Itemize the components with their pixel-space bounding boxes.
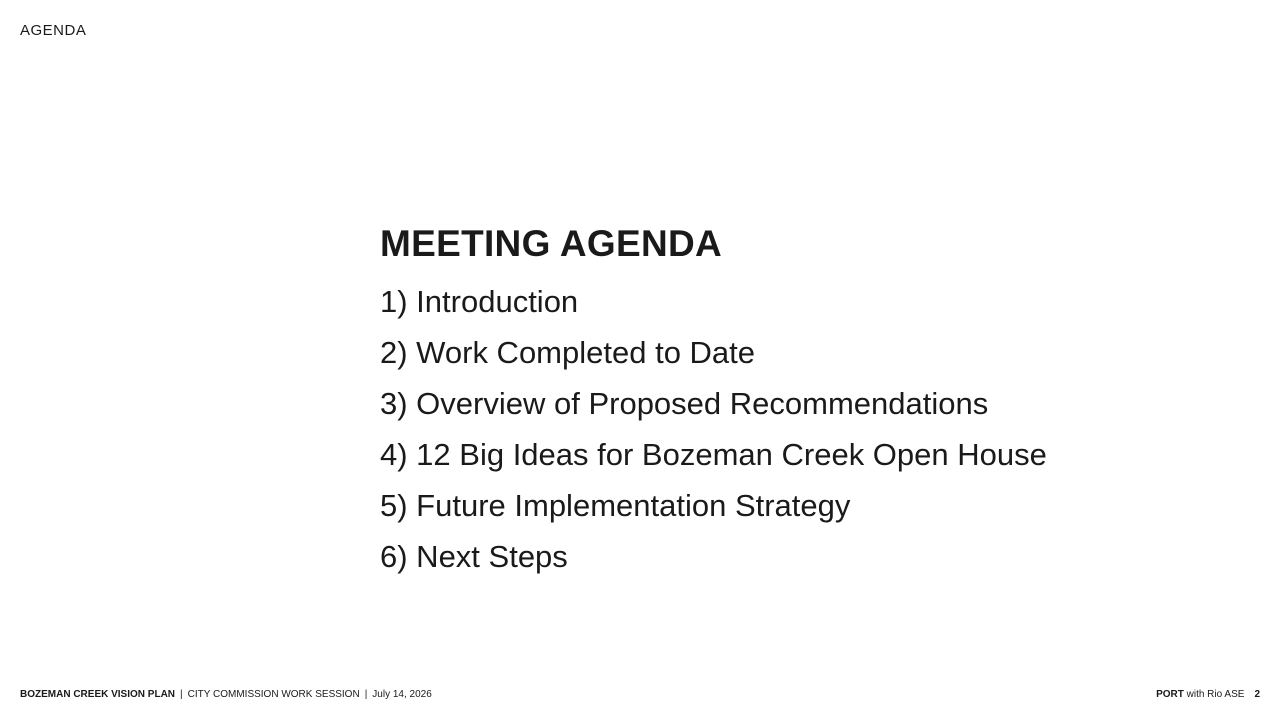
agenda-title: MEETING AGENDA [380,223,723,264]
agenda-block [380,222,1047,582]
footer-project-name: BOZEMAN CREEK VISION PLAN [20,689,176,700]
agenda-item-big-ideas: 4) 12 Big Ideas for Bozeman Creek Open House [380,437,1047,472]
agenda-item-work-completed: 2) Work Completed to Date [380,335,756,370]
footer-session: CITY COMMISSION WORK SESSION [187,689,360,700]
section-label: AGENDA [20,22,87,39]
agenda-item-introduction: 1) Introduction [380,284,579,319]
footer-date: July 14, 2026 [372,689,432,700]
footer-firm: PORT [1156,689,1184,700]
footer-firm-suffix: with Rio ASE [1186,689,1245,700]
footer-right [1156,689,1260,700]
agenda-item-overview: 3) Overview of Proposed Recommendations [380,386,989,421]
footer-separator: | [180,689,183,700]
page-number: 2 [1254,689,1260,700]
footer-separator: | [364,689,368,700]
footer-left [20,689,432,700]
agenda-list [380,276,1047,582]
agenda-item-implementation: 5) Future Implementation Strategy [380,488,851,523]
agenda-item-next-steps: 6) Next Steps [380,539,568,574]
